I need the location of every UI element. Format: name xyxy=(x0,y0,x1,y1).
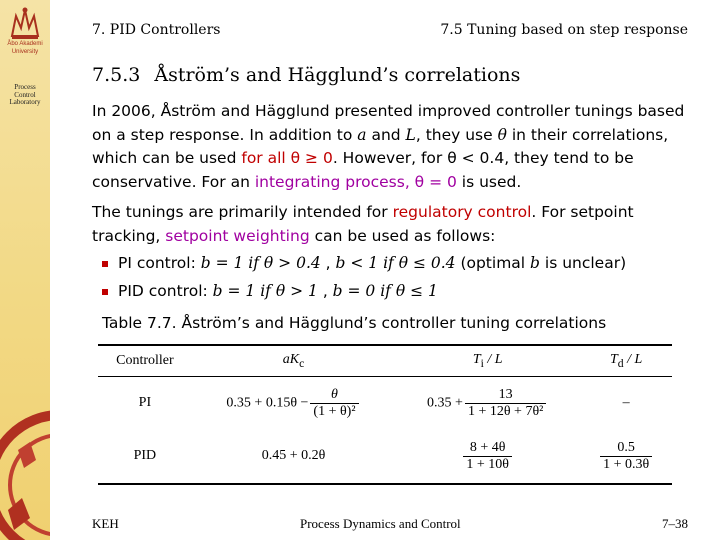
title-text: Åström’s and Hägglund’s correlations xyxy=(154,64,521,86)
pi-aKc-den: (1 + θ)² xyxy=(313,403,356,419)
pid-Td xyxy=(580,430,672,484)
body-text xyxy=(92,100,704,303)
pid-Td-num: 0.5 xyxy=(600,440,652,457)
bullet-pi-cond-2: b < 1 if θ ≤ 0.4 xyxy=(335,254,456,272)
chapter-title: 7. PID Controllers xyxy=(92,22,221,38)
logo-text-1: Åbo Akademi xyxy=(7,41,43,47)
bullet-list xyxy=(92,252,704,303)
p1-text-1: In 2006, Åström and Hägglund presented improved controller tunings based on a step response. In addition to xyxy=(92,102,685,144)
pi-Ti-term: 0.35 + xyxy=(427,395,463,411)
header-Ti-text: T xyxy=(472,352,481,367)
bullet-pi-cond-1: b = 1 if θ > 0.4 xyxy=(200,254,321,272)
footer-author: KEH xyxy=(92,516,119,531)
table-caption: Table 7.7. Åström’s and Hägglund’s controller tuning correlations xyxy=(102,314,607,332)
p2-highlight-setpoint-weighting[interactable]: setpoint weighting xyxy=(165,226,310,245)
header-aK-sub: c xyxy=(299,356,305,370)
bullet-pi-label: PI control: xyxy=(118,254,201,272)
pi-Ti-frac xyxy=(465,387,546,420)
p1-condition: θ < 0.4 xyxy=(447,149,505,167)
bullet-pid-cond-1: b = 1 if θ > 1 xyxy=(212,281,318,300)
pi-Ti-den: 1 + 12θ + 7θ² xyxy=(467,403,544,419)
table-row xyxy=(98,376,672,430)
header-Td-den: / L xyxy=(623,352,643,367)
p1-text-7: is used. xyxy=(456,172,522,191)
bullet-pid xyxy=(92,280,704,304)
sidebar xyxy=(0,0,50,540)
p1-text-5: . However, for xyxy=(332,149,448,167)
pid-Ti-frac xyxy=(463,440,512,473)
tuning-table xyxy=(98,344,672,485)
p1-var-L: L xyxy=(405,125,416,144)
p1-text-3: , they use xyxy=(415,125,498,144)
p1-text-4: in their correlations, which can be used xyxy=(92,125,669,167)
lab-line-1: Process xyxy=(14,83,36,91)
pi-aKc-frac xyxy=(310,387,358,420)
pid-aKc: 0.45 + 0.2θ xyxy=(192,430,395,484)
pi-aKc-num: θ xyxy=(310,387,358,404)
header-controller: Controller xyxy=(98,345,192,376)
p1-text-6: , they tend to be conservative. For an xyxy=(92,149,634,191)
header-aKc xyxy=(192,345,395,376)
bullet-pi-note-1: (optimal xyxy=(455,254,531,272)
p2-text-2: . For setpoint tracking, xyxy=(92,203,634,245)
header-Ti xyxy=(395,345,580,376)
lab-name xyxy=(2,84,48,107)
logo-text-2: University xyxy=(11,49,39,55)
p1-text-2: and xyxy=(366,125,406,144)
header-Ti-den: / L xyxy=(483,352,503,367)
paragraph-2 xyxy=(92,201,704,248)
pid-Ti xyxy=(395,430,580,484)
section-title: 7.5 Tuning based on step response xyxy=(440,22,688,38)
lab-line-2: Control xyxy=(14,90,36,99)
header-Td-text: T xyxy=(609,352,618,367)
footer-course: Process Dynamics and Control xyxy=(300,516,461,531)
pi-Ti xyxy=(395,376,580,430)
pi-aKc-term: 0.35 + 0.15θ − xyxy=(226,395,309,411)
lab-line-3: Laboratory xyxy=(9,98,41,106)
paragraph-1 xyxy=(92,100,704,194)
p1-var-theta: θ xyxy=(497,125,507,144)
bullet-pi-var-b: b xyxy=(530,254,540,272)
table-row xyxy=(98,430,672,484)
seal-icon xyxy=(0,390,50,540)
footer-page-number: 7–38 xyxy=(662,516,688,531)
page-title xyxy=(92,64,520,86)
university-logo xyxy=(4,6,46,64)
bullet-pid-cond-2: b = 0 if θ ≤ 1 xyxy=(332,281,438,300)
bullet-pid-label: PID control: xyxy=(118,281,213,300)
crown-logo-icon xyxy=(8,6,42,40)
p2-text-1: The tunings are primarily intended for xyxy=(92,203,393,221)
bullet-pi xyxy=(92,252,704,276)
pi-name: PI xyxy=(138,395,152,411)
p1-highlight-forall: for all θ ≥ 0 xyxy=(241,149,333,167)
pi-aKc xyxy=(192,376,395,430)
p1-var-a: a xyxy=(357,125,367,144)
p1-highlight-integrating[interactable]: integrating process, θ = 0 xyxy=(254,172,457,191)
pid-Ti-num: 8 + 4θ xyxy=(463,440,512,457)
bullet-pid-sep: , xyxy=(317,281,333,300)
pid-name: PID xyxy=(98,430,192,484)
header-Td xyxy=(580,345,672,376)
pi-Td: – xyxy=(622,395,630,411)
pi-Ti-num: 13 xyxy=(465,387,546,404)
header-Ti-sub: i xyxy=(480,356,484,370)
header-Td-sub: d xyxy=(617,356,624,370)
table-header-row xyxy=(98,345,672,376)
p2-highlight-regulatory[interactable]: regulatory control xyxy=(392,203,532,221)
header-aK-text: aK xyxy=(282,352,300,367)
pid-Ti-den: 1 + 10θ xyxy=(466,456,510,472)
p2-text-3: can be used as follows: xyxy=(309,226,496,245)
pid-Td-den: 1 + 0.3θ xyxy=(603,456,650,472)
title-number: 7.5.3 xyxy=(92,64,141,86)
bullet-pi-note-2: is unclear) xyxy=(539,254,627,272)
pid-Td-frac xyxy=(600,440,652,473)
bullet-pi-sep: , xyxy=(320,254,336,272)
